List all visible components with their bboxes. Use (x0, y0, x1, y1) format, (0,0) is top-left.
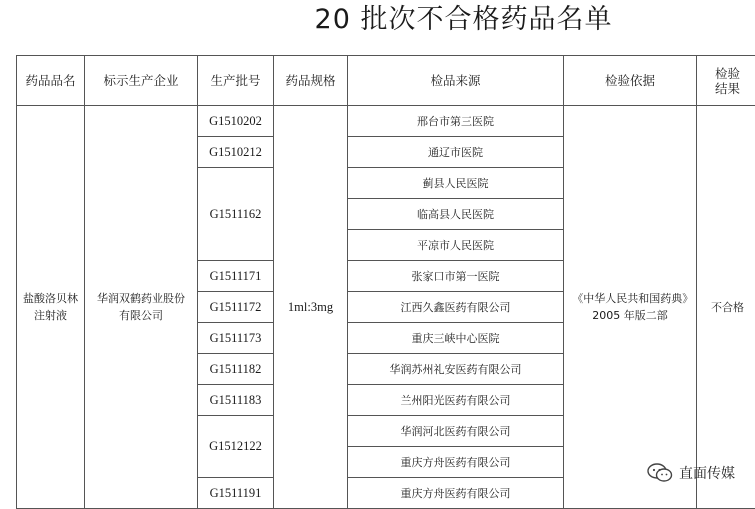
source-cell: 华润苏州礼安医药有限公司 (348, 354, 564, 385)
header-result-text: 检验结果 (713, 66, 743, 96)
source-cell: 邢台市第三医院 (348, 106, 564, 137)
basis-text: 《中华人民共和国药典》2005 年版二部 (571, 290, 689, 324)
manufacturer-text: 华润双鹤药业股份有限公司 (93, 290, 189, 324)
source-cell: 兰州阳光医药有限公司 (348, 385, 564, 416)
basis-cell (564, 106, 697, 509)
result-cell: 不合格 (697, 106, 755, 509)
source-cell: 通辽市医院 (348, 137, 564, 168)
header-basis: 检验依据 (564, 56, 697, 106)
batch-cell: G1511171 (198, 261, 274, 292)
drug-name-cell (17, 106, 85, 509)
batch-cell: G1510202 (198, 106, 274, 137)
source-cell: 蓟县人民医院 (348, 168, 564, 199)
drug-name-text: 盐酸洛贝林注射液 (23, 290, 79, 324)
source-cell: 临高县人民医院 (348, 199, 564, 230)
unqualified-drug-table (16, 55, 755, 509)
header-manufacturer: 标示生产企业 (85, 56, 198, 106)
batch-cell: G1512122 (198, 416, 274, 478)
batch-cell: G1511173 (198, 323, 274, 354)
batch-cell: G1511162 (198, 168, 274, 261)
header-source: 检品来源 (348, 56, 564, 106)
batch-cell: G1511191 (198, 478, 274, 509)
table-row (17, 106, 755, 137)
header-batch: 生产批号 (198, 56, 274, 106)
wechat-icon (647, 463, 673, 483)
table-header-row (17, 56, 755, 106)
page-title: 20 批次不合格药品名单 (0, 0, 755, 40)
source-cell: 重庆方舟医药有限公司 (348, 478, 564, 509)
source-cell: 张家口市第一医院 (348, 261, 564, 292)
source-cell: 重庆三峡中心医院 (348, 323, 564, 354)
header-spec: 药品规格 (274, 56, 348, 106)
watermark (647, 463, 735, 483)
source-cell: 重庆方舟医药有限公司 (348, 447, 564, 478)
batch-cell: G1510212 (198, 137, 274, 168)
header-drug-name: 药品品名 (17, 56, 85, 106)
spec-cell: 1ml:3mg (274, 106, 348, 509)
watermark-text: 直面传媒 (679, 463, 735, 483)
header-result (697, 56, 755, 106)
batch-cell: G1511172 (198, 292, 274, 323)
batch-cell: G1511183 (198, 385, 274, 416)
manufacturer-cell (85, 106, 198, 509)
source-cell: 江西久鑫医药有限公司 (348, 292, 564, 323)
source-cell: 华润河北医药有限公司 (348, 416, 564, 447)
source-cell: 平凉市人民医院 (348, 230, 564, 261)
batch-cell: G1511182 (198, 354, 274, 385)
